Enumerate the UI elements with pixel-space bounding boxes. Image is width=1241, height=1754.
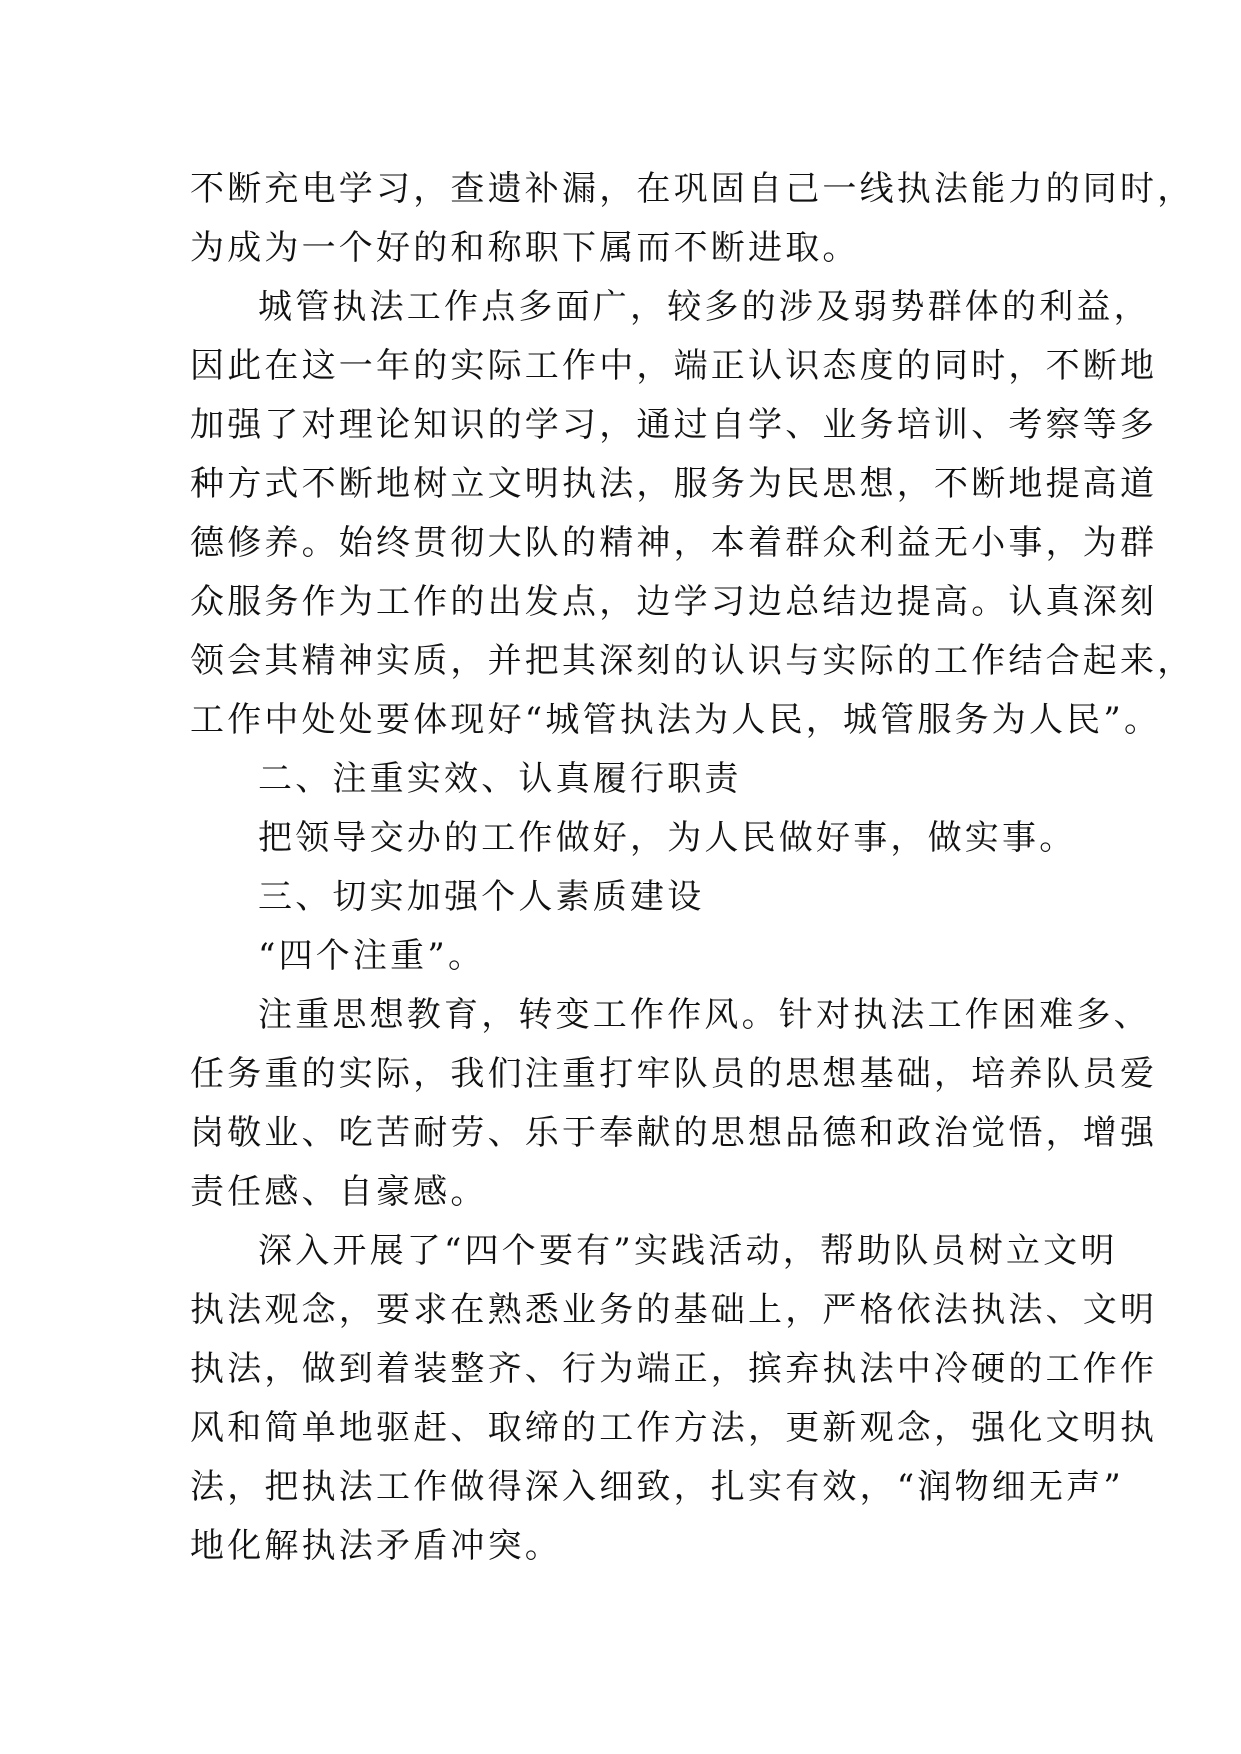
body-text [190,160,1195,1576]
section-heading: 二、注重实效、认真履行职责 [258,759,742,799]
text-line: “四个注重”。 [258,936,486,976]
text-line: 法，把执法工作做得深入细致，扎实有效，“润物细无声” [190,1467,1124,1507]
text-line: 为成为一个好的和称职下属而不断进取。 [190,228,860,268]
text-line: 工作中处处要体现好“城管执法为人民，城管服务为人民”。 [190,700,1162,740]
text-line: 领会其精神实质，并把其深刻的认识与实际的工作结合起来， [190,641,1195,681]
text-line: 责任感、自豪感。 [190,1172,488,1212]
text-line: 地化解执法矛盾冲突。 [190,1526,562,1566]
text-line: 风和简单地驱赶、取缔的工作方法，更新观念，强化文明执 [190,1408,1158,1448]
text-line: 任务重的实际，我们注重打牢队员的思想基础，培养队员爱 [190,1054,1158,1094]
text-line: 执法，做到着装整齐、行为端正，摈弃执法中冷硬的工作作 [190,1349,1158,1389]
text-line: 城管执法工作点多面广，较多的涉及弱势群体的利益， [258,287,1151,327]
text-line: 因此在这一年的实际工作中，端正认识态度的同时，不断地 [190,346,1158,386]
text-line: 深入开展了“四个要有”实践活动，帮助队员树立文明 [258,1231,1118,1271]
text-line: 岗敬业、吃苦耐劳、乐于奉献的思想品德和政治觉悟，增强 [190,1113,1158,1153]
text-line: 德修养。始终贯彻大队的精神，本着群众利益无小事，为群 [190,523,1158,563]
text-line: 众服务作为工作的出发点，边学习边总结边提高。认真深刻 [190,582,1158,622]
text-line: 不断充电学习，查遗补漏，在巩固自己一线执法能力的同时， [190,169,1195,209]
text-line: 执法观念，要求在熟悉业务的基础上，严格依法执法、文明 [190,1290,1158,1330]
section-heading: 三、切实加强个人素质建设 [258,877,705,917]
text-line: 加强了对理论知识的学习，通过自学、业务培训、考察等多 [190,405,1158,445]
text-line: 注重思想教育，转变工作作风。针对执法工作困难多、 [258,995,1151,1035]
text-line: 种方式不断地树立文明执法，服务为民思想，不断地提高道 [190,464,1158,504]
text-line: 把领导交办的工作做好，为人民做好事，做实事。 [258,818,1077,858]
